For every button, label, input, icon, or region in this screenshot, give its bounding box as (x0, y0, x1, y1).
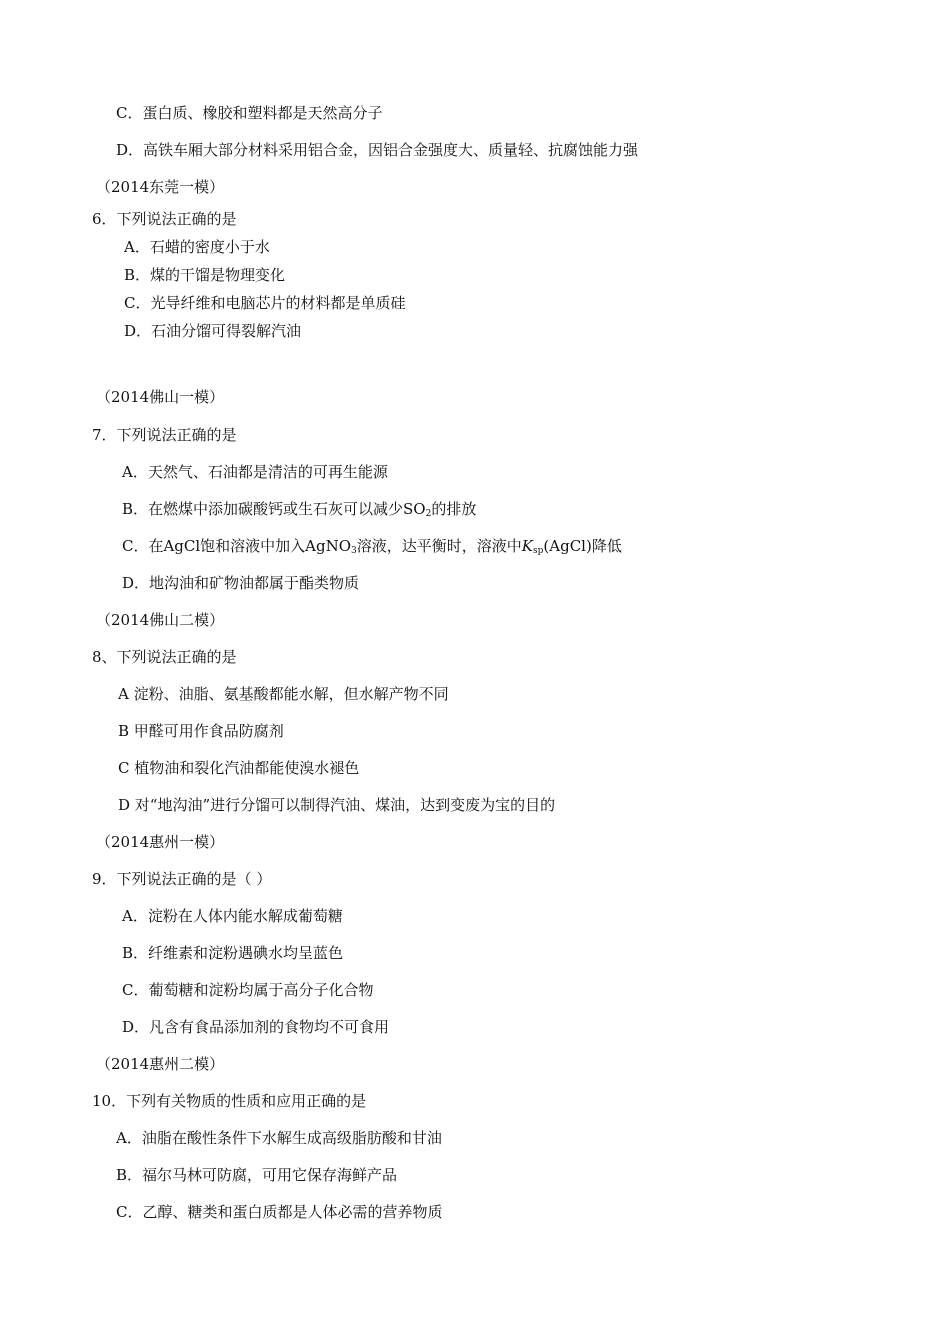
q7-option-a: A．天然气、石油都是清洁的可再生能源 (122, 463, 388, 481)
q10-stem: 10．下列有关物质的性质和应用正确的是 (92, 1092, 367, 1110)
q9-option-b: B．纤维素和淀粉遇碘水均呈蓝色 (122, 944, 344, 962)
q8-option-a: A 淀粉、油脂、氨基酸都能水解，但水解产物不同 (118, 685, 449, 703)
q7-option-c: C．在AgCl饱和溶液中加入AgNO$_3$溶液，达平衡时，溶液中$K_{sp}(AgCl)$降低 (122, 537, 622, 556)
q7-option-b: B．在燃煤中添加碳酸钙或生石灰可以减少$SO_2$的排放 (122, 500, 477, 519)
q10-option-a: A．油脂在酸性条件下水解生成高级脂肪酸和甘油 (116, 1129, 442, 1147)
q6-option-c: C．光导纤维和电脑芯片的材料都是单质硅 (124, 294, 406, 312)
q8-option-b: B 甲醛可用作食品防腐剂 (118, 722, 284, 740)
q7-stem: 7．下列说法正确的是 (92, 426, 237, 444)
q9-stem: 9．下列说法正确的是（ ） (92, 870, 272, 888)
q8-stem: 8、下列说法正确的是 (92, 648, 237, 666)
q9-option-d: D．凡含有食品添加剂的食物均不可食用 (122, 1018, 390, 1036)
q8-option-c: C 植物油和裂化汽油都能使溴水褪色 (118, 759, 360, 777)
q7-option-d: D．地沟油和矿物油都属于酯类物质 (122, 574, 360, 592)
q6-stem: 6．下列说法正确的是 (92, 210, 237, 228)
q10-option-b: B．福尔马林可防腐，可用它保存海鲜产品 (116, 1166, 398, 1184)
q6-option-a: A．石蜡的密度小于水 (124, 238, 270, 256)
q6-option-d: D．石油分馏可得裂解汽油 (124, 322, 302, 340)
q6-option-b: B．煤的干馏是物理变化 (124, 266, 286, 284)
q9-option-a: A．淀粉在人体内能水解成葡萄糖 (122, 907, 343, 925)
q6-source: （2014东莞一模） (96, 178, 225, 196)
q10-source: （2014惠州二模） (96, 1055, 225, 1073)
option-d-prev: D．高铁车厢大部分材料采用铝合金，因铝合金强度大、质量轻、抗腐蚀能力强 (116, 141, 639, 159)
option-c-prev: C．蛋白质、橡胶和塑料都是天然高分子 (116, 104, 383, 122)
q8-source: （2014佛山二模） (96, 611, 225, 629)
q9-option-c: C．葡萄糖和淀粉均属于高分子化合物 (122, 981, 374, 999)
q8-option-d: D 对“地沟油”进行分馏可以制得汽油、煤油，达到变废为宝的目的 (118, 796, 556, 814)
q10-option-c: C．乙醇、糖类和蛋白质都是人体必需的营养物质 (116, 1203, 443, 1221)
q9-source: （2014惠州一模） (96, 833, 225, 851)
q7-source: （2014佛山一模） (96, 388, 225, 406)
